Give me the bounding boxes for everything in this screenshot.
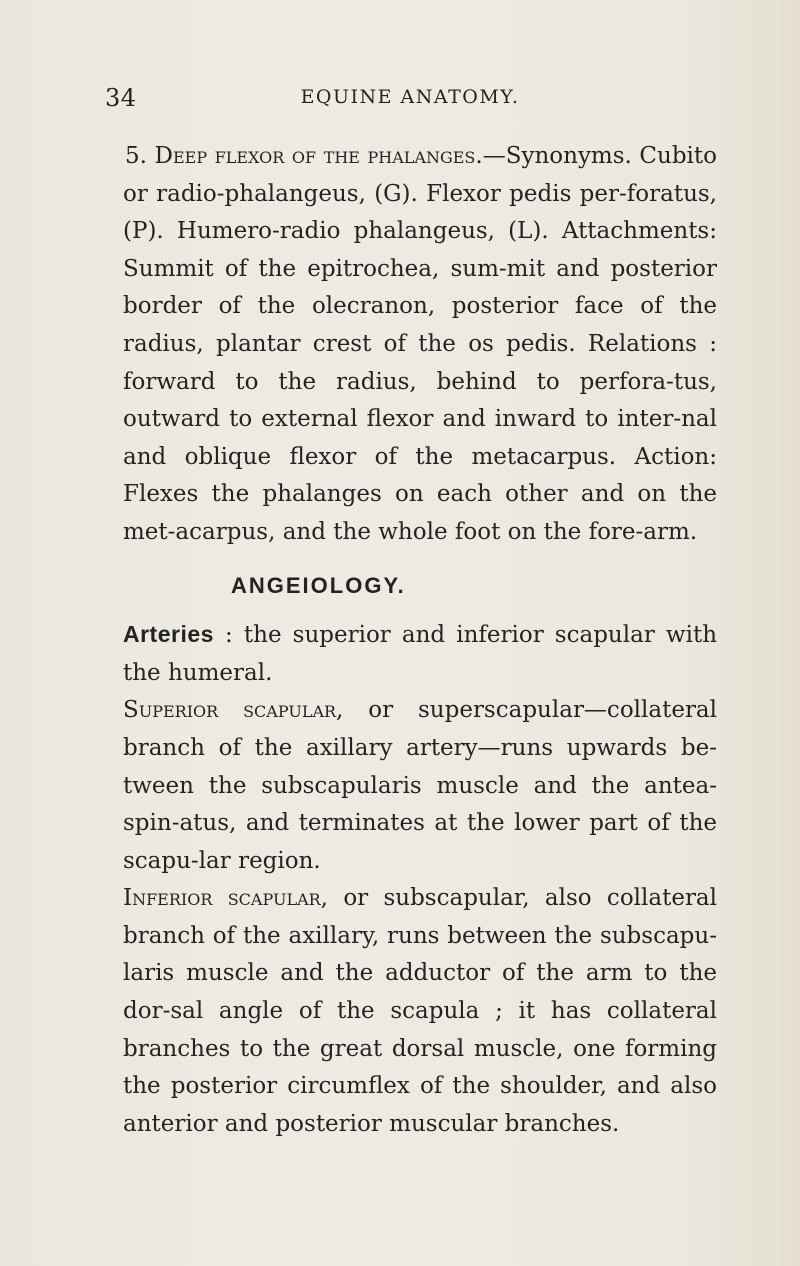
paragraph-superior-scapular — [123, 692, 717, 880]
section-heading: ANGEIOLOGY. — [231, 572, 406, 598]
superior-scapular-text: or superscapular—collateral branch of the axillary artery—runs upwards be-tween the subscapularis muscle and the antea-spin-atus, and terminates at the lower part of the scapu-lar region. — [123, 697, 718, 874]
muscle-title: Deep flexor of the phalanges. — [154, 143, 483, 169]
paragraph-text: Cubito or radio-phalangeus, (G). Flexor pedis per-foratus, (P). Humero-radio phalangeus, (L). Attachments: Summit of the epitrochea, sum-mit and posterior border of the olecranon, posterior face of the radius, plantar crest of the os pedis. Relations : forward to the radius, behind to perfora-tus, outward to external flexor and inward to inter-nal and oblique flexor of the metacarpus. Action: Flexes the phalanges on each other and on the met-acarpus, and the whole foot on the fore-arm. — [123, 143, 718, 545]
page-number: 34 — [105, 84, 137, 112]
arteries-text: : the superior and inferior scapular with the humeral. — [123, 622, 718, 686]
running-title: EQUINE ANATOMY. — [300, 86, 520, 108]
item-number: 5. — [125, 143, 147, 169]
paragraph-deep-flexor — [123, 138, 717, 552]
arteries-label: Arteries — [123, 621, 214, 648]
paragraph-inferior-scapular — [123, 880, 717, 1143]
paragraph-arteries — [123, 616, 717, 692]
synonyms-label: —Synonyms. — [482, 143, 632, 169]
running-head — [105, 84, 715, 114]
superior-scapular-name: Superior scapular, — [123, 697, 344, 724]
inferior-scapular-name: Inferior scapular, — [123, 885, 328, 912]
inferior-scapular-text: or subscapular, also collateral branch of the axillary, runs between the subscapu-laris muscle and the adductor of the arm to the dor-sal angle of the scapula ; it has collateral branches to the great dorsal muscle, one forming the posterior circumflex of the shoulder, and also anterior and posterior muscular branches. — [123, 885, 718, 1137]
body-text — [123, 138, 717, 1143]
